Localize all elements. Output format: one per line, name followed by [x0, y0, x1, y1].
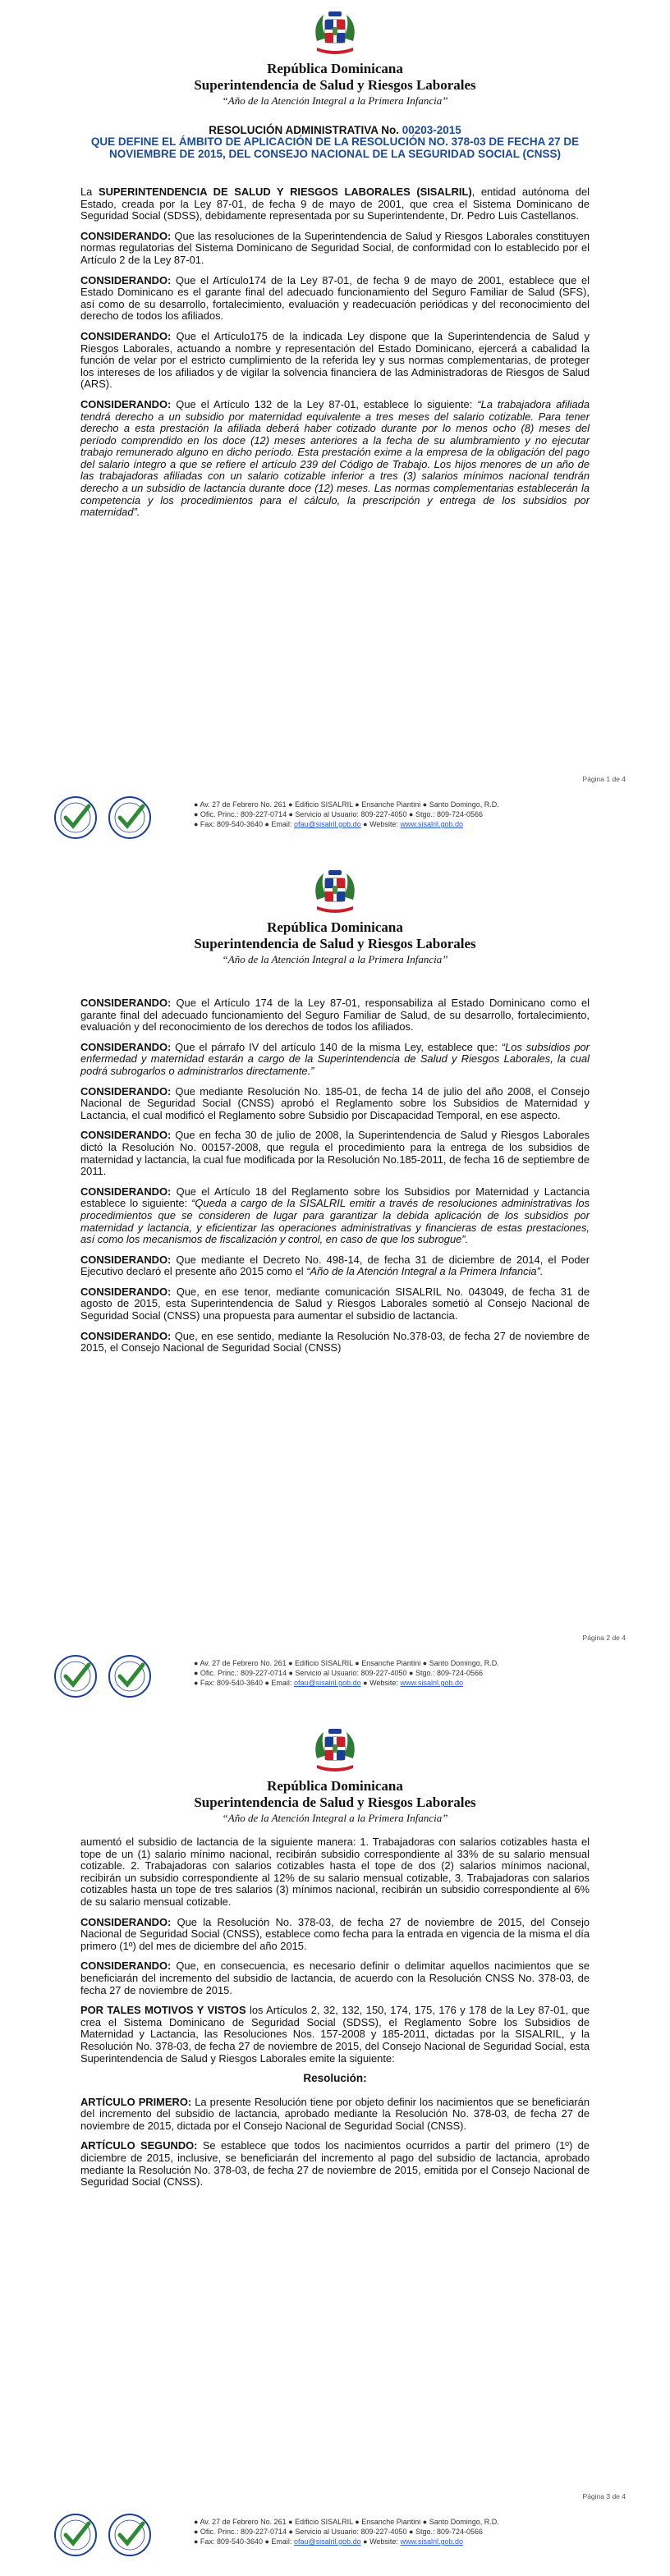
footer-email-link[interactable]: ofau@sisalril.gob.do [293, 820, 361, 828]
resolution-number: 00203-2015 [402, 124, 461, 136]
certification-seal-icon [51, 1653, 100, 1699]
letterhead-subtitle: Superintendencia de Salud y Riesgos Laborales [194, 77, 476, 93]
footer-website-link[interactable]: www.sisalril.gob.do [400, 820, 463, 828]
footer-address: ● Av. 27 de Febrero No. 261 ● Edificio SISALRIL ● Ensanche Piantini ● Santo Domingo, R.D. [194, 2518, 499, 2526]
paragraph [80, 1130, 590, 1177]
letterhead-subtitle: Superintendencia de Salud y Riesgos Laborales [194, 936, 476, 951]
paragraph-text: Que mediante Resolución No. 185-01, de fecha 14 de julio del año 2008, el Consejo Nacional de Seguridad Social (CNSS) aprobó el Reglamento sobre los Subsidios de Maternidad y Lactancia, el cual modificó el Reglamento sobre Subsidio por Discapacidad Temporal, en ese aspecto. [80, 1084, 590, 1121]
footer-website-label: ● Website: [360, 2537, 398, 2546]
paragraph-text: Se establece que todos los nacimientos ocurridos a partir del primero (1º) de diciembre de 2015, inclusive, se beneficiarán del incremento al pago del subsidio de lactancia, aprobado mediante la Resolución No. 378-03, de fecha 27 de noviembre de 2015, emitida por el Consejo Nacional de Seguridad Social (CNSS). [80, 2139, 590, 2189]
letterhead [0, 1717, 670, 1825]
resolution-section-heading: Resolución: [303, 2072, 367, 2085]
paragraph-text: Que el Artículo 18 del Reglamento sobre los Subsidios por Maternidad y Lactancia establece lo siguiente: [80, 1185, 590, 1210]
footer-email-link[interactable]: ofau@sisalril.gob.do [293, 2537, 361, 2546]
paragraph [80, 1086, 590, 1122]
letterhead-subtitle: Superintendencia de Salud y Riesgos Laborales [194, 1794, 476, 1810]
page-footer [51, 1650, 629, 1707]
paragraph-text: Que las resoluciones de la Superintendencia de Salud y Riesgos Laborales constituyen normas regulatorias del Sistema Dominicano de Seguridad Social, de conformidad con lo establecido por el Artículo 2 de la Ley 87-01. [80, 229, 590, 266]
resolution-heading [0, 124, 670, 136]
footer-phones: ● Ofic. Princ.: 809-227-0714 ● Servicio al Usuario: 809-227-4050 ● Stgo.: 809-724-0566 [194, 2528, 484, 2536]
coat-of-arms-icon [309, 8, 361, 57]
paragraph-heading: CONSIDERANDO: [80, 1253, 172, 1266]
paragraph [80, 2140, 590, 2188]
paragraph [80, 1042, 590, 1078]
paragraph-heading: CONSIDERANDO: [80, 1040, 172, 1053]
paragraph-heading: SUPERINTENDENCIA DE SALUD Y RIESGOS LABORALES (SISALRIL) [99, 186, 472, 198]
paragraph-heading: CONSIDERANDO: [80, 1185, 172, 1198]
paragraph [80, 997, 590, 1034]
paragraph [80, 2005, 590, 2065]
paragraph [80, 399, 590, 519]
paragraph-text: los Artículos 2, 32, 132, 150, 174, 175, 176 y 178 de la Ley 87-01, que crea el Sistema Dominicano de Seguridad Social (SDSS), el Reglamento Sobre los Subsidios de Maternidad y Lactancia, las Resoluciones Nos. 157-2008 y 185-2011, dictadas por la SISALRIL, y la Resolución No. 378-03, de fecha 27 de noviembre de 2015, del Consejo Nacional de Seguridad Social, esta Superintendencia de Salud y Riesgos Laborales emite la siguiente: [80, 2004, 590, 2065]
footer-address: ● Av. 27 de Febrero No. 261 ● Edificio SISALRIL ● Ensanche Piantini ● Santo Domingo, R.D. [194, 800, 499, 809]
paragraph [80, 186, 590, 222]
footer-contact [194, 2517, 499, 2546]
paragraph-text: Que mediante el Decreto No. 498-14, de fecha 31 de diciembre de 2014, el Poder Ejecutivo declaró el presente año 2015 como el [80, 1253, 590, 1278]
paragraph-heading: CONSIDERANDO: [80, 273, 172, 286]
paragraph [80, 2097, 590, 2133]
coat-of-arms-icon [309, 867, 361, 916]
paragraph-heading: ARTÍCULO PRIMERO: [80, 2095, 192, 2108]
letterhead [0, 0, 670, 108]
paragraph-text: Que en fecha 30 de julio de 2008, la Superintendencia de Salud y Riesgos Laborales dictó la Resolución No. 00157-2008, que regula el procedimiento para la entrega de los subsidios de maternidad y lactancia, la cual fue modificada por la Resolución No.185-2011, de fecha 16 de septiembre de 2011. [80, 1129, 590, 1178]
paragraph-heading: CONSIDERANDO: [80, 1129, 172, 1142]
paragraph-text: La [80, 186, 99, 198]
footer-website-link[interactable]: www.sisalril.gob.do [400, 1679, 463, 1687]
paragraph-text: Que el párrafo IV del artículo 140 de la misma Ley, establece que: [171, 1040, 502, 1053]
paragraph-heading: CONSIDERANDO: [80, 1329, 172, 1342]
paragraph-quote: “Año de la Atención Integral a la Primera Infancia”. [306, 1265, 544, 1278]
resolution-label: RESOLUCIÓN ADMINISTRATIVA No. [209, 124, 399, 136]
page-number: Página 2 de 4 [582, 1634, 626, 1642]
document-page-2 [0, 859, 670, 1717]
paragraph-heading: CONSIDERANDO: [80, 1285, 172, 1298]
page-1-content [80, 186, 590, 519]
page-2-content [80, 997, 590, 1354]
paragraph [80, 1254, 590, 1278]
certification-seal-icon [51, 2512, 100, 2558]
paragraph-text: aumentó el subsidio de lactancia de la siguiente manera: 1. Trabajadoras con salarios cotizables hasta el tope de un (1) salario mínimo nacional, recibirán subsidio correspondiente al 33% de su salario mensual cotizable. 2. Trabajadoras con salarios cotizables hasta el tope de dos (2) salarios mínimos nacional, recibirán un subsidio correspondiente al 12% de su salario mensual cotizable, 3. Trabajadoras con salarios cotizables hasta un tope de tres salarios (3) mínimos nacional, recibirán un subsidio correspondiente al 6% de su salario mensual cotizable. [80, 1836, 590, 1908]
paragraph-quote: “La trabajadora afiliada tendrá derecho a un subsidio por maternidad equivalente a tres meses del salario cotizable. Para tener derecho a esta prestación la afiliada deberá haber cotizado durante por lo menos ocho (8) meses del período comprendido en los doce (12) meses anteriores a la fecha de su alumbramiento y no ejecutar trabajo remunerado alguno en dicho período. Esta prestación exime a la empresa de la obligación del pago del salario íntegro a que se refiere el artículo 239 del Código de Trabajo. Los hijos menores de un año de las trabajadoras afiliadas con un salario cotizable inferior a tres (3) salarios mínimos nacional tendrán derecho a un subsidio de lactancia durante doce (12) meses. Las normas complementarias establecerán la competencia y los procedimientos para el cálculo, la prescripción y entrega de los subsidios por maternidad”. [80, 397, 590, 519]
paragraph-text: Que el Artículo 174 de la Ley 87-01, responsabiliza al Estado Dominicano como el garante final del adecuado funcionamiento del Seguro Familiar de Salud, de su desarrollo, fortalecimiento, evaluación y del reconocimiento de los derechos de todos los afiliados. [80, 997, 590, 1034]
paragraph-quote: “Queda a cargo de la SISALRIL emitir a través de resoluciones administrativas los procedimientos que se consideren de lugar para garantizar la debida aplicación de los subsidios por maternidad y lactancia, y eficientizar las operaciones administrativas y financieras de estas prestaciones, así como los mecanismos de fiscalización y control, en caso de que los subrogue”. [80, 1197, 590, 1246]
paragraph-heading: ARTÍCULO SEGUNDO: [80, 2139, 198, 2152]
footer-email-link[interactable]: ofau@sisalril.gob.do [293, 1679, 361, 1687]
paragraph-text: Que el Artículo 132 de la Ley 87-01, establece lo siguiente: [171, 397, 478, 410]
paragraph-heading: CONSIDERANDO: [80, 329, 172, 342]
footer-website-label: ● Website: [360, 1679, 398, 1687]
letterhead-title: República Dominicana [267, 1778, 403, 1794]
document-page-3 [0, 1717, 670, 2576]
paragraph-text: , entidad autónoma del Estado, creada por la Ley 87-01, de fecha 9 de mayo de 2001, que crea el Sistema Dominicano de Seguridad Social (SDSS), debidamente representada por su Superintendente, Dr. Pedro Luis Castellanos. [80, 186, 590, 222]
paragraph-text: La presente Resolución tiene por objeto definir los nacimientos que se beneficiarán del incremento del subsidio de lactancia, aprobado mediante la Resolución No. 378-03, de fecha 27 de noviembre de 2015, dictada por el Consejo Nacional de Seguridad Social (CNSS). [80, 2095, 590, 2132]
paragraph [80, 1960, 590, 1996]
paragraph-heading: POR TALES MOTIVOS Y VISTOS [80, 2004, 246, 2017]
paragraph-heading: CONSIDERANDO: [80, 229, 172, 242]
letterhead-motto: “Año de la Atención Integral a la Primera Infancia” [222, 94, 448, 107]
paragraph-text: Que el Artículo174 de la Ley 87-01, de fecha 9 de mayo de 2001, establece que el Estado Dominicano es el garante final del adecuado funcionamiento del Seguro Familiar de Salud (SFS), así como de su desarrollo, fortalecimiento, evaluación y readecuación periódicas y del reconocimiento del derecho de todos los afiliados. [80, 273, 590, 323]
letterhead-motto: “Año de la Atención Integral a la Primera Infancia” [222, 1812, 448, 1824]
paragraph-text: Que el Artículo175 de la indicada Ley dispone que la Superintendencia de Salud y Riesgos Laborales, actuando a nombre y representación del Estado Dominicano, ejercerá a cabalidad la función de velar por el estricto cumplimiento de la referida ley y sus normas complementarias, de proteger los intereses de los afiliados y de vigilar la solvencia financiera de las Administradoras de Riesgos de Salud (ARS). [80, 329, 590, 391]
paragraph [80, 1917, 590, 1953]
paragraph [80, 1836, 590, 1909]
coat-of-arms-icon [309, 1726, 361, 1775]
letterhead-title: República Dominicana [267, 919, 403, 935]
footer-contact [194, 800, 499, 829]
paragraph-text: Que, en ese tenor, mediante comunicación SISALRIL No. 043049, de fecha 31 de agosto de 2015, esta Superintendencia de Salud y Riesgos Laborales sometió al Consejo Nacional de Seguridad Social (CNSS) una propuesta para aumentar el subsidio de lactancia. [80, 1285, 590, 1322]
footer-fax: ● Fax: 809-540-3640 ● Email: [194, 1679, 292, 1687]
iso-seal-icon [105, 2512, 154, 2558]
footer-phones: ● Ofic. Princ.: 809-227-0714 ● Servicio al Usuario: 809-227-4050 ● Stgo.: 809-724-0566 [194, 1669, 484, 1677]
page-footer [51, 2509, 629, 2566]
resolution-subject: QUE DEFINE EL ÁMBITO DE APLICACIÓN DE LA RESOLUCIÓN NO. 378-03 DE FECHA 27 DE NOVIEMBRE DE 2015, DEL CONSEJO NACIONAL DE LA SEGURIDAD SOCIAL (CNSS) [90, 135, 580, 160]
footer-website-link[interactable]: www.sisalril.gob.do [400, 2537, 463, 2546]
footer-address: ● Av. 27 de Febrero No. 261 ● Edificio SISALRIL ● Ensanche Piantini ● Santo Domingo, R.D. [194, 1659, 499, 1667]
footer-fax: ● Fax: 809-540-3640 ● Email: [194, 820, 292, 828]
paragraph-heading: CONSIDERANDO: [80, 1960, 172, 1973]
footer-website-label: ● Website: [360, 820, 398, 828]
footer-phones: ● Ofic. Princ.: 809-227-0714 ● Servicio al Usuario: 809-227-4050 ● Stgo.: 809-724-0566 [194, 810, 484, 818]
paragraph-quote: “Los subsidios por enfermedad y maternidad estarán a cargo de la Superintendencia de Salud y Riesgos Laborales, la cual podrá subrogarlos o administrarlos directamente.” [80, 1040, 590, 1077]
footer-fax: ● Fax: 809-540-3640 ● Email: [194, 2537, 292, 2546]
page-number: Página 3 de 4 [582, 2492, 626, 2500]
letterhead-title: República Dominicana [267, 61, 403, 76]
page-3-articles [80, 2097, 590, 2189]
page-number: Página 1 de 4 [582, 775, 626, 783]
paragraph [80, 1331, 590, 1354]
paragraph [80, 275, 590, 323]
paragraph-text: Que, en consecuencia, es necesario definir o delimitar aquellos nacimientos que se beneficiarán del incremento del subsidio de lactancia, de acuerdo con la Resolución CNSS No. 378-03, de fecha 27 de noviembre de 2015. [80, 1960, 590, 1996]
iso-seal-icon [105, 1653, 154, 1699]
paragraph-text: Que la Resolución No. 378-03, de fecha 27 de noviembre de 2015, del Consejo Nacional de Seguridad Social (CNSS), establece como fecha para la entrada en vigencia de la misma el día primero (1º) del mes de diciembre del año 2015. [80, 1915, 590, 1952]
document-page-1 [0, 0, 670, 859]
footer-contact [194, 1658, 499, 1688]
paragraph [80, 231, 590, 267]
letterhead-motto: “Año de la Atención Integral a la Primera Infancia” [222, 953, 448, 965]
paragraph [80, 331, 590, 391]
page-3-content [80, 1836, 590, 2065]
paragraph [80, 1286, 590, 1322]
paragraph [80, 1186, 590, 1246]
paragraph-heading: CONSIDERANDO: [80, 397, 172, 410]
letterhead [0, 859, 670, 966]
paragraph-text: Que, en ese sentido, mediante la Resolución No.378-03, de fecha 27 de noviembre de 2015, el Consejo Nacional de Seguridad Social (CNSS) [80, 1329, 590, 1354]
paragraph-heading: CONSIDERANDO: [80, 1915, 172, 1928]
paragraph-heading: CONSIDERANDO: [80, 997, 172, 1009]
page-footer [51, 791, 629, 849]
paragraph-heading: CONSIDERANDO: [80, 1084, 172, 1098]
iso-seal-icon [105, 795, 154, 841]
certification-seal-icon [51, 795, 100, 841]
